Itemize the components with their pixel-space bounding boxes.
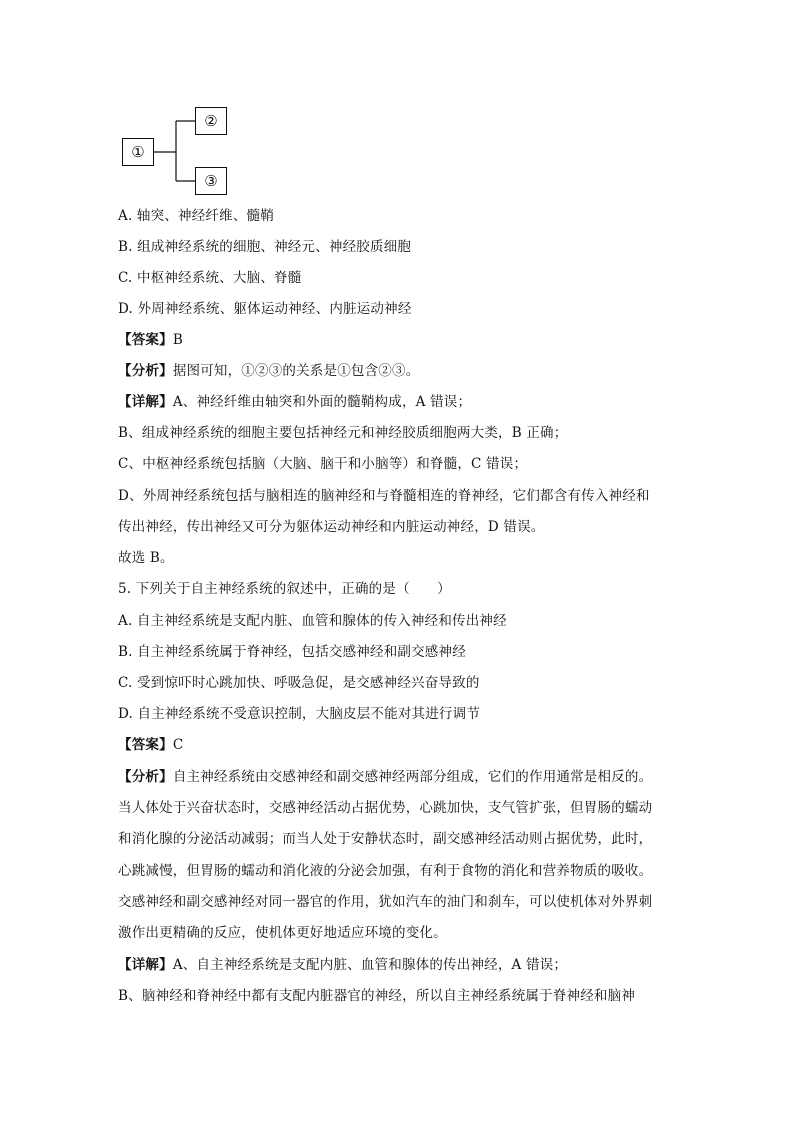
q5-analysis-line-5: 交感神经和副交感神经对同一器官的作用，犹如汽车的油门和刹车，可以使机体对外界刺 bbox=[118, 894, 653, 910]
q5-option-b: B. 自主神经系统属于脊神经，包括交感神经和副交感神经 bbox=[118, 644, 466, 660]
diagram-node-1: ① bbox=[122, 138, 154, 166]
q5-analysis-line-6: 激作出更精确的反应，使机体更好地适应环境的变化。 bbox=[118, 925, 447, 941]
q5-analysis-line-1 bbox=[118, 767, 652, 787]
q4-analysis bbox=[118, 361, 419, 381]
q5-question: 5. 下列关于自主神经系统的叙述中，正确的是（ ） bbox=[118, 581, 451, 597]
answer-tag: 【答案】 bbox=[118, 737, 173, 753]
q5-option-d: D. 自主神经系统不受意识控制，大脑皮层不能对其进行调节 bbox=[118, 706, 481, 722]
detail-text: A、自主神经系统是支配内脏、血管和腺体的传出神经，A 错误； bbox=[172, 957, 568, 973]
q5-analysis-line-3: 和消化腺的分泌活动减弱；而当人处于安静状态时，副交感神经活动则占据优势，此时， bbox=[118, 831, 653, 847]
q4-conclusion: 故选 B。 bbox=[118, 550, 174, 566]
diagram-node-3: ③ bbox=[195, 167, 227, 195]
answer-value: C bbox=[172, 737, 184, 753]
q5-detail-line-1 bbox=[118, 955, 567, 975]
q4-option-c: C. 中枢神经系统、大脑、脊髓 bbox=[118, 270, 302, 286]
q4-option-b: B. 组成神经系统的细胞、神经元、神经胶质细胞 bbox=[118, 239, 412, 255]
q4-detail-line-4: D、外周神经系统包括与脑相连的脑神经和与脊髓相连的脊神经，它们都含有传入神经和 bbox=[118, 488, 650, 504]
hierarchy-diagram bbox=[118, 104, 238, 196]
q4-detail-line-1 bbox=[118, 392, 471, 412]
q4-detail-line-5: 传出神经，传出神经又可分为躯体运动神经和内脏运动神经，D 错误。 bbox=[118, 519, 545, 535]
q4-option-a: A. 轴突、神经纤维、髓鞘 bbox=[118, 208, 274, 224]
detail-tag: 【详解】 bbox=[118, 957, 173, 973]
q4-detail-line-2: B、组成神经系统的细胞主要包括神经元和神经胶质细胞两大类，B 正确； bbox=[118, 425, 568, 441]
q5-detail-line-2: B、脑神经和脊神经中都有支配内脏器官的神经，所以自主神经系统属于脊神经和脑神 bbox=[118, 988, 636, 1004]
q5-option-a: A. 自主神经系统是支配内脏、血管和腺体的传入神经和传出神经 bbox=[118, 613, 507, 629]
detail-text: A、神经纤维由轴突和外面的髓鞘构成，A 错误； bbox=[172, 394, 472, 410]
answer-value: B bbox=[172, 332, 183, 348]
q5-analysis-line-4: 心跳减慢，但胃肠的蠕动和消化液的分泌会加强，有利于食物的消化和营养物质的吸收。 bbox=[118, 863, 653, 879]
q5-analysis-line-2: 当人体处于兴奋状态时，交感神经活动占据优势，心跳加快，支气管扩张，但胃肠的蠕动 bbox=[118, 800, 653, 816]
q4-answer bbox=[118, 330, 183, 350]
q5-option-c: C. 受到惊吓时心跳加快、呼吸急促，是交感神经兴奋导致的 bbox=[118, 675, 480, 691]
q4-option-d: D. 外周神经系统、躯体运动神经、内脏运动神经 bbox=[118, 301, 412, 317]
diagram-node-2: ② bbox=[195, 107, 227, 135]
analysis-tag: 【分析】 bbox=[118, 363, 173, 379]
detail-tag: 【详解】 bbox=[118, 394, 173, 410]
analysis-text: 据图可知，①②③的关系是①包含②③。 bbox=[172, 363, 420, 379]
analysis-tag: 【分析】 bbox=[118, 769, 173, 785]
analysis-text: 自主神经系统由交感神经和副交感神经两部分组成，它们的作用通常是相反的。 bbox=[172, 769, 653, 785]
q5-answer bbox=[118, 735, 183, 755]
answer-tag: 【答案】 bbox=[118, 332, 173, 348]
q4-detail-line-3: C、中枢神经系统包括脑（大脑、脑干和小脑等）和脊髓，C 错误； bbox=[118, 456, 528, 472]
